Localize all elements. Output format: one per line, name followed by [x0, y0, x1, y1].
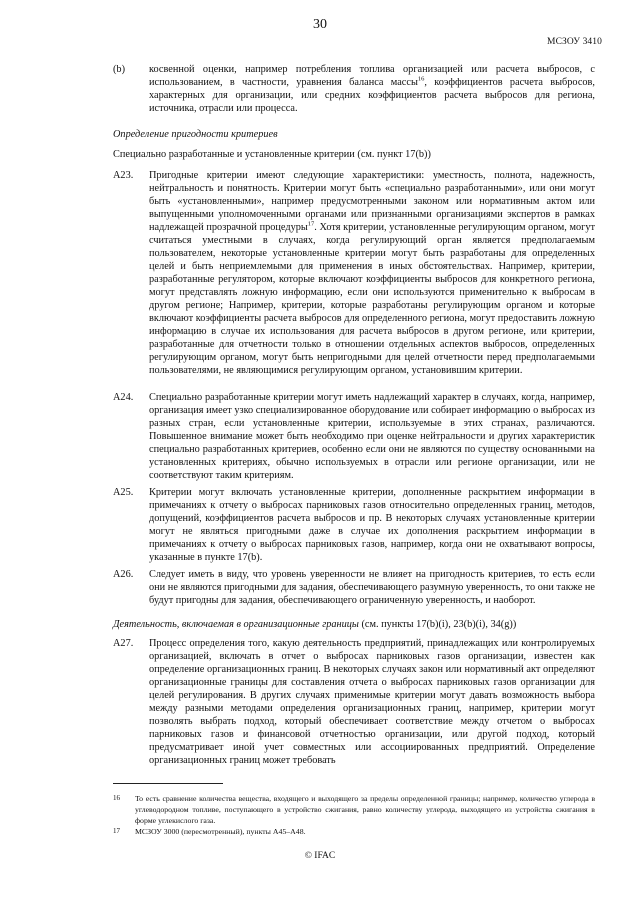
footnote-text: То есть сравнение количества вещества, входящего и выходящего за пределы определенной границы; например, количество углерода в углеводородном топливе, поступающего в устройство сжигания, равно количеству углерода, выходящего из устройства сжигания в форме углекислого газа. — [135, 794, 595, 825]
paragraph-body: Процесс определения того, какую деятельность предприятий, принадлежащих или контролируемых организацией, включать в отчет о выбросах парниковых газов организации, известен как определение организационных границ. В некоторых случаях закон или нормативный акт определяют организационные границы для составления отчета о выбросах парниковых газов организации для целей регулирования. В других случаях применимые критерии могут давать возможность выбора между разными методами определения организационных границ, например, критерии могут позволять выбрать подход, который обеспечивает соответствие между отчетом о выбросах парниковых газов и финансовой отчетностью организации, или другой подход, который предусматривает иной учет совместных или ассоциированных предприятий. Определение организационных границ может требовать — [149, 638, 595, 766]
paragraph-a26 — [113, 568, 595, 607]
paragraph-body: косвенной оценки, например потребления топлива организацией или расчета выбросов, с использованием, в частности, уравнения баланса массы$^{16}$, коэффициентов расчета выбросов, характерных для организации, или средних коэффициентов расчета выбросов для региона, источника, отрасли или процесса. — [149, 64, 595, 114]
document-id: МСЗОУ 3410 — [547, 37, 602, 47]
paragraph-label: A25. — [113, 487, 134, 498]
page-footer: © IFAC — [304, 851, 336, 861]
paragraph-a25 — [113, 486, 595, 564]
paragraph-a23 — [113, 169, 595, 377]
section-heading-boundaries: Деятельность, включаемая в организационные границы (см. пункты 17(b)(i), 23(b)(i), 34(g)) — [113, 619, 517, 630]
paragraph-label: A26. — [113, 569, 134, 580]
paragraph-body: Критерии могут включать установленные критерии, дополненные раскрытием информации в примечаниях к отчету о выбросах парниковых газов относительно определенных границ, методов, допущений, коэффициентов расчета выбросов и пр. В некоторых случаях установленные критерии могут не являться пригодными даже в случае их дополнения раскрытием информации в примечаниях к отчету о выбросах парниковых газов, например, когда они не охватывают вопросы, указанные в пункте 17(b). — [149, 487, 595, 563]
paragraph-a24 — [113, 391, 595, 482]
paragraph-a27 — [113, 637, 595, 767]
footnote-text: МСЗОУ 3000 (пересмотренный), пункты A45–A48. — [135, 827, 306, 836]
section-heading-criteria: Определение пригодности критериев — [113, 129, 278, 140]
paragraph-body: Пригодные критерии имеют следующие характеристики: уместность, полнота, надежность, нейтральность и понятность. Критерии могут быть «специально разработанными», или они могут быть «установленными», например предусмотренными законом или нормативным актом или выпущенными уполномоченными органами или признанными организациями экспертов в рамках надлежащей прозрачной процедуры$^{17}$. Хотя критерии, установленные регулирующим органом, могут считаться уместными в случаях, когда регулирующий орган является предполагаемым пользователем, некоторые установленные критерии могут быть разработаны для определенных целей и быть неприемлемыми для применения в иных обстоятельствах. Например, критерии, разработанные регулятором, которые включают коэффициенты выбросов для конкретного региона, могут представлять ложную информацию, если они используются применительно к выбросам в другом регионе; Например, критерии, которые разработаны регулирующим органом и которые включают коэффициенты расчета выбросов для определенного региона, могут предоставить ложную информацию в случае их использования для расчета выбросов в другом регионе, или критерии, разработанные для отчетности только в отношении отдельных аспектов выбросов, определенных регулирующим органом, могут быть непригодными для целей отчетности перед предполагаемыми пользователями, не являющимися регулирующим органом, установившим критерии. — [149, 170, 596, 376]
footnote-divider — [113, 783, 223, 784]
footnote-number: 17 — [113, 827, 120, 835]
paragraph-label: A23. — [113, 170, 134, 181]
footnote-17 — [113, 826, 595, 837]
paragraph-label: (b) — [113, 64, 126, 75]
page-number: 30 — [313, 17, 327, 32]
footnote-16 — [113, 793, 595, 826]
footnote-ref-16[interactable]: 16 — [417, 75, 425, 83]
subheading-criteria: Специально разработанные и установленные критерии (см. пункт 17(b)) — [113, 149, 431, 160]
paragraph-body: Специально разработанные критерии могут иметь надлежащий характер в случаях, когда, например, организация имеет узко специализированное оборудование или собирает информацию о выбросах из разных стран, если установленные критерии, используемые в этих странах, различаются. Повышенное внимание может быть необходимо при оценке нейтральности и других характеристик специально разработанных критериев, особенно если они не являются по существу основанными на установленных критериях, обычно используемых в отрасли или регионе организации, или не соответствуют таким критериям. — [149, 392, 595, 481]
paragraph-label: A27. — [113, 638, 134, 649]
paragraph-body: Следует иметь в виду, что уровень уверенности не влияет на пригодность критериев, то есть если они не являются пригодными для задания, обеспечивающего разумную уверенность, то они также не будут пригодны для задания, обеспечивающего ограниченную уверенность, и наоборот. — [149, 569, 595, 606]
paragraph-b — [113, 63, 595, 115]
paragraph-label: A24. — [113, 392, 134, 403]
footnote-number: 16 — [113, 794, 120, 802]
footnote-ref-17[interactable]: 17 — [307, 220, 315, 228]
